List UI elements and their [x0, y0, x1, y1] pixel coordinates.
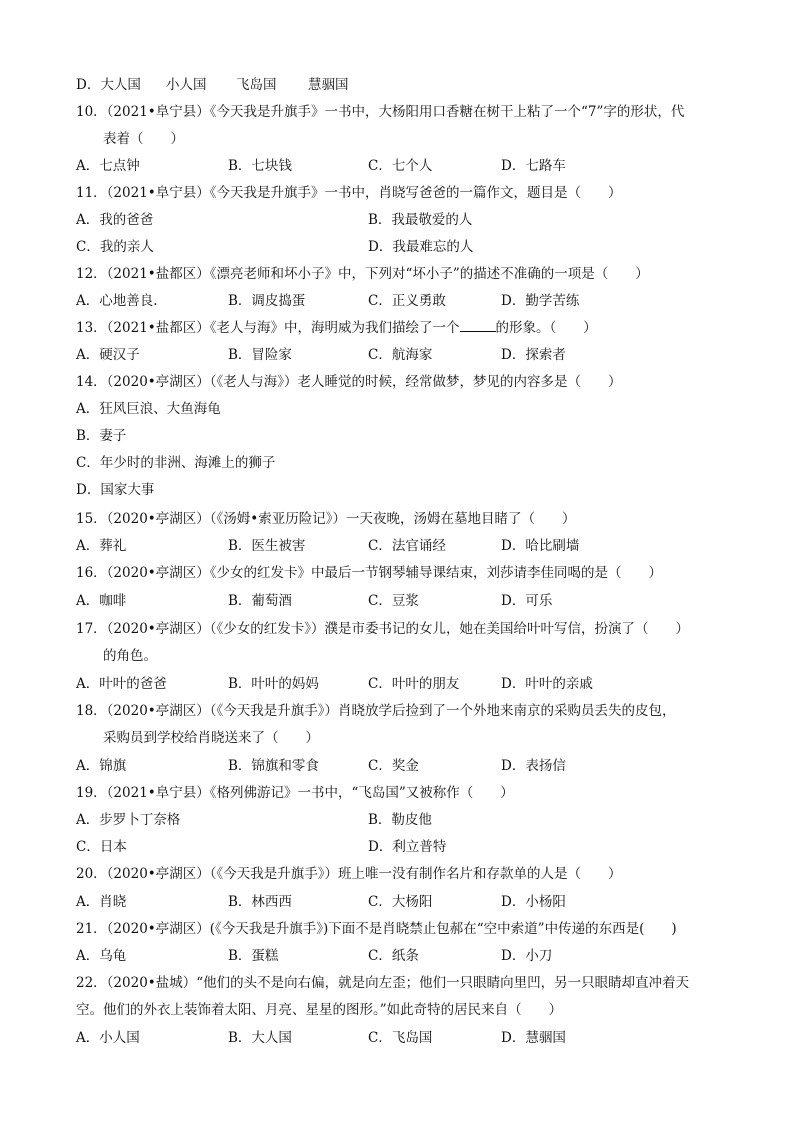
q21-stem: 21．（2020•亭湖区）(《今天我是升旗手》)下面不是肖晓禁止包郝在“空中索道”中传递的东西是( ): [76, 921, 677, 937]
option-b: B．我最敬爱的人: [368, 212, 473, 228]
q14-stem: 14．（2020•亭湖区）（《老人与海》）老人睡觉的时候，经常做梦，梦见的内容多是（ ）: [76, 374, 622, 390]
option-b: B．医生被害: [228, 538, 306, 554]
q11-stem: 11．（2021•阜宁县）《今天我是升旗手》一书中，肖晓写爸爸的一篇作文，题目是（ ）: [76, 185, 622, 201]
option-d: D．七路车: [501, 158, 566, 174]
option-c: C．我的亲人: [76, 239, 154, 255]
q20-stem: 20．（2020•亭湖区）（《今天我是升旗手》）班上唯一没有制作名片和存款单的人是（ ）: [76, 866, 622, 882]
option-d: D．慧骃国: [501, 1030, 566, 1046]
q9-option-4: 慧骃国: [308, 77, 349, 93]
option-b: B．妻子: [76, 428, 127, 444]
option-a: A．咖啡: [76, 593, 127, 609]
q16-stem: 16．（2020•亭湖区）《少女的红发卡》中最后一节钢琴辅导课结束，刘莎请李佳同喝的是（ ）: [76, 565, 662, 581]
q18-stem-cont: 采购员到学校给肖晓送来了（ ）: [103, 730, 319, 746]
option-a: A．心地善良.: [76, 293, 158, 309]
option-a: A．锦旗: [76, 758, 127, 774]
option-d: D．小刀: [501, 948, 553, 964]
option-b: B．蛋糕: [228, 948, 279, 964]
q13-stem-post: 的形象。（ ）: [495, 320, 597, 336]
option-b: B．七块钱: [228, 158, 292, 174]
option-a: A．我的爸爸: [76, 212, 154, 228]
option-d: D．表扬信: [501, 758, 566, 774]
q19-stem: 19．（2021•阜宁县）《格列佛游记》一书中，“飞岛国”又被称作（ ）: [76, 785, 514, 801]
option-a: A．步罗卜丁奈格: [76, 812, 181, 828]
option-c: C．正义勇敢: [368, 293, 446, 309]
option-c: C．飞岛国: [368, 1030, 433, 1046]
option-c: C．大杨阳: [368, 894, 433, 910]
q10-stem-cont: 表着（ ）: [103, 131, 184, 147]
option-b: B．调皮捣蛋: [228, 293, 306, 309]
option-b: B．锦旗和零食: [228, 758, 319, 774]
option-c: C．航海家: [368, 347, 433, 363]
q13-stem: [76, 319, 597, 337]
answer-blank: [460, 319, 496, 332]
q10-stem: 10．（2021•阜宁县）《今天我是升旗手》一书中，大杨阳用口香糖在树干上粘了一个“7”字的形状，代: [76, 104, 685, 120]
q9-option-d: D．大人国: [76, 77, 141, 93]
option-b: B．冒险家: [228, 347, 292, 363]
option-c: C．叶叶的朋友: [368, 676, 460, 692]
q9-option-3: 飞岛国: [236, 77, 277, 93]
option-a: A．小人国: [76, 1030, 140, 1046]
option-d: D．哈比刷墙: [501, 538, 580, 554]
option-c: C．法官诵经: [368, 538, 446, 554]
q9-option-2: 小人国: [166, 77, 207, 93]
option-a: A．葬礼: [76, 538, 127, 554]
q17-stem-cont: 的角色。: [103, 648, 157, 664]
option-b: B．大人国: [228, 1030, 292, 1046]
option-b: B．葡萄酒: [228, 593, 292, 609]
option-c: C．奖金: [368, 758, 419, 774]
option-c: C．年少时的非洲、海滩上的狮子: [76, 455, 276, 471]
option-d: D．叶叶的亲戚: [501, 676, 593, 692]
q15-stem: 15．（2020•亭湖区）（《汤姆•索亚历险记》）一天夜晚，汤姆在墓地目睹了（ ）: [76, 511, 576, 527]
q12-stem: 12．（2021•盐都区）《漂亮老师和坏小子》中，下列对“坏小子”的描述不准确的一项是（ ）: [76, 266, 649, 282]
option-a: A．七点钟: [76, 158, 140, 174]
option-a: A．硬汉子: [76, 347, 140, 363]
option-d: D．探索者: [501, 347, 566, 363]
q22-stem-cont: 空。他们的外衣上装饰着太阳、月亮、星星的图形。”如此奇特的居民来自（ ）: [76, 1002, 563, 1018]
option-c: C．日本: [76, 839, 127, 855]
option-a: A．乌龟: [76, 948, 127, 964]
q22-stem: 22．（2020•盐城）“他们的头不是向右偏，就是向左歪；他们一只眼睛向里凹，另一只眼睛却直冲着天: [76, 975, 690, 991]
option-d: D．利立普特: [368, 839, 447, 855]
option-a: A．肖晓: [76, 894, 127, 910]
option-c: C．纸条: [368, 948, 419, 964]
q18-stem: 18．（2020•亭湖区）（《今天我是升旗手》）肖晓放学后捡到了一个外地来南京的采购员丢失的皮包，: [76, 703, 676, 719]
q13-stem-pre: 13．（2021•盐都区）《老人与海》中，海明威为我们描绘了一个: [76, 320, 460, 336]
option-b: B．林西西: [228, 894, 292, 910]
option-a: A．叶叶的爸爸: [76, 676, 167, 692]
option-d: D．小杨阳: [501, 894, 566, 910]
option-d: D．勤学苦练: [501, 293, 580, 309]
option-d: D．可乐: [501, 593, 553, 609]
option-a: A．狂风巨浪、大鱼海龟: [76, 401, 221, 417]
option-c: C．七个人: [368, 158, 433, 174]
q17-stem: 17．（2020•亭湖区）（《少女的红发卡》）濮是市委书记的女儿，她在美国给叶叶写信，扮演了（ ）: [76, 621, 689, 637]
option-b: B．叶叶的妈妈: [228, 676, 319, 692]
option-d: D．我最难忘的人: [368, 239, 474, 255]
option-b: B．勒皮他: [368, 812, 432, 828]
option-d: D．国家大事: [76, 482, 155, 498]
option-c: C．豆浆: [368, 593, 419, 609]
